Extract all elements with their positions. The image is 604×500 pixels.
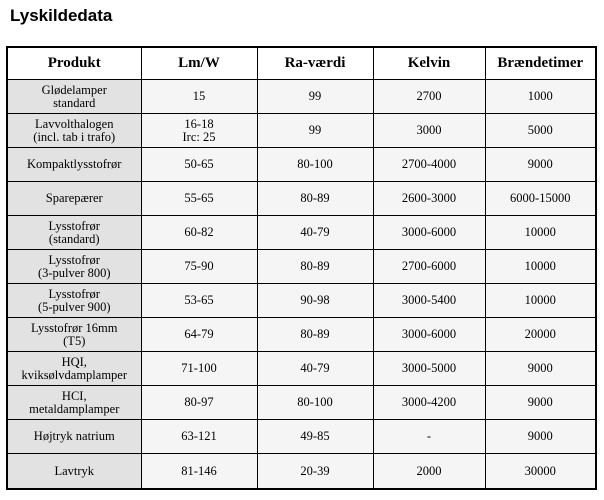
- table-header-row: [7, 47, 596, 80]
- table-row: [7, 352, 596, 386]
- cell-lm-w-line: 53-65: [184, 293, 214, 307]
- cell-produkt: [7, 352, 141, 386]
- cell-produkt: [7, 318, 141, 352]
- cell-ra-vaerdi: 90-98: [257, 284, 373, 318]
- cell-produkt: [7, 454, 141, 490]
- cell-produkt-line: (standard): [48, 231, 100, 246]
- cell-braendetimer: 20000: [485, 318, 596, 352]
- cell-braendetimer: 9000: [485, 352, 596, 386]
- cell-lm-w: [141, 454, 257, 490]
- cell-lm-w-line: Irc: 25: [182, 129, 216, 144]
- cell-produkt-line: Lavtryk: [54, 463, 95, 478]
- cell-braendetimer: 10000: [485, 250, 596, 284]
- cell-produkt-line: standard: [53, 95, 96, 110]
- page-title: Lyskildedata: [10, 6, 113, 25]
- cell-braendetimer: 1000: [485, 80, 596, 114]
- cell-lm-w: [141, 284, 257, 318]
- cell-kelvin: 3000-5000: [373, 352, 485, 386]
- cell-produkt-line: (5-pulver 900): [37, 299, 111, 314]
- cell-kelvin: -: [373, 420, 485, 454]
- cell-braendetimer: 9000: [485, 386, 596, 420]
- cell-kelvin: 3000-5400: [373, 284, 485, 318]
- cell-ra-vaerdi: 40-79: [257, 352, 373, 386]
- light-source-table: [6, 46, 597, 490]
- cell-lm-w: [141, 80, 257, 114]
- cell-lm-w: [141, 182, 257, 216]
- cell-ra-vaerdi: 80-89: [257, 250, 373, 284]
- cell-ra-vaerdi: 80-89: [257, 182, 373, 216]
- cell-braendetimer: 5000: [485, 114, 596, 148]
- cell-produkt-line: Lysstofrør: [48, 252, 100, 267]
- cell-lm-w: [141, 216, 257, 250]
- cell-lm-w-line: 64-79: [184, 327, 214, 341]
- table-row: [7, 454, 596, 490]
- cell-ra-vaerdi: 99: [257, 80, 373, 114]
- cell-produkt-line: Kompaktlysstofrør: [27, 157, 122, 171]
- cell-kelvin: 2700-6000: [373, 250, 485, 284]
- cell-braendetimer: 9000: [485, 420, 596, 454]
- cell-ra-vaerdi: 80-100: [257, 386, 373, 420]
- cell-ra-vaerdi: 80-100: [257, 148, 373, 182]
- table-row: [7, 250, 596, 284]
- cell-produkt: [7, 182, 141, 216]
- cell-produkt: [7, 386, 141, 420]
- cell-lm-w: [141, 148, 257, 182]
- cell-produkt-line: Sparepærer: [45, 191, 103, 205]
- table-row: [7, 148, 596, 182]
- cell-kelvin: 2000: [373, 454, 485, 490]
- cell-braendetimer: 10000: [485, 216, 596, 250]
- cell-lm-w-line: 63-121: [181, 429, 217, 443]
- table-body: [7, 80, 596, 490]
- cell-braendetimer: 30000: [485, 454, 596, 490]
- cell-kelvin: 2700: [373, 80, 485, 114]
- cell-produkt-line: (3-pulver 800): [37, 265, 111, 280]
- cell-produkt-line: Lavvolthalogen: [35, 116, 114, 131]
- header-produkt: Produkt: [7, 47, 141, 80]
- cell-produkt: [7, 284, 141, 318]
- cell-lm-w: [141, 352, 257, 386]
- cell-produkt-line: metaldamplamper: [29, 401, 120, 416]
- cell-lm-w-line: 81-146: [181, 463, 217, 478]
- cell-ra-vaerdi: 20-39: [257, 454, 373, 490]
- cell-produkt-line: HCI,: [61, 388, 87, 403]
- cell-lm-w-line: 75-90: [184, 259, 214, 273]
- cell-produkt: [7, 216, 141, 250]
- cell-ra-vaerdi: 40-79: [257, 216, 373, 250]
- cell-lm-w: [141, 114, 257, 148]
- header-lm-w: Lm/W: [141, 47, 257, 80]
- cell-lm-w: [141, 250, 257, 284]
- cell-kelvin: 3000-4200: [373, 386, 485, 420]
- cell-produkt-line: Lysstofrør: [48, 286, 100, 301]
- header-kelvin: Kelvin: [373, 47, 485, 80]
- table-row: [7, 182, 596, 216]
- cell-produkt: [7, 114, 141, 148]
- cell-lm-w: [141, 318, 257, 352]
- cell-lm-w: [141, 420, 257, 454]
- table-row: [7, 114, 596, 148]
- header-ra-vaerdi: Ra-værdi: [257, 47, 373, 80]
- cell-lm-w-line: 60-82: [184, 225, 214, 239]
- table-row: [7, 216, 596, 250]
- cell-ra-vaerdi: 99: [257, 114, 373, 148]
- header-braendetimer: Brændetimer: [485, 47, 596, 80]
- cell-produkt: [7, 420, 141, 454]
- cell-produkt-line: Lysstofrør: [48, 218, 100, 233]
- cell-produkt-line: Lysstofrør 16mm: [31, 320, 118, 335]
- cell-produkt-line: Højtryk natrium: [33, 429, 115, 443]
- cell-lm-w: [141, 386, 257, 420]
- cell-lm-w-line: 16-18: [184, 116, 214, 131]
- cell-produkt-line: kviksølvdamplamper: [21, 367, 128, 382]
- cell-kelvin: 2700-4000: [373, 148, 485, 182]
- cell-lm-w-line: 55-65: [184, 191, 214, 205]
- cell-lm-w-line: 71-100: [181, 361, 217, 375]
- table-row: [7, 284, 596, 318]
- cell-lm-w-line: 50-65: [184, 157, 214, 171]
- cell-kelvin: 3000: [373, 114, 485, 148]
- cell-braendetimer: 10000: [485, 284, 596, 318]
- cell-braendetimer: 9000: [485, 148, 596, 182]
- cell-braendetimer: 6000-15000: [485, 182, 596, 216]
- cell-produkt: [7, 148, 141, 182]
- cell-produkt-line: (T5): [63, 333, 86, 348]
- cell-produkt: [7, 80, 141, 114]
- table-row: [7, 80, 596, 114]
- cell-kelvin: 2600-3000: [373, 182, 485, 216]
- table-row: [7, 386, 596, 420]
- cell-produkt-line: Glødelamper: [41, 82, 107, 97]
- cell-produkt-line: HQI,: [61, 354, 87, 369]
- table-row: [7, 420, 596, 454]
- table-row: [7, 318, 596, 352]
- cell-produkt: [7, 250, 141, 284]
- cell-ra-vaerdi: 80-89: [257, 318, 373, 352]
- cell-ra-vaerdi: 49-85: [257, 420, 373, 454]
- cell-kelvin: 3000-6000: [373, 216, 485, 250]
- cell-lm-w-line: 15: [192, 89, 206, 103]
- cell-kelvin: 3000-6000: [373, 318, 485, 352]
- cell-produkt-line: (incl. tab i trafo): [33, 129, 116, 144]
- cell-lm-w-line: 80-97: [184, 395, 214, 409]
